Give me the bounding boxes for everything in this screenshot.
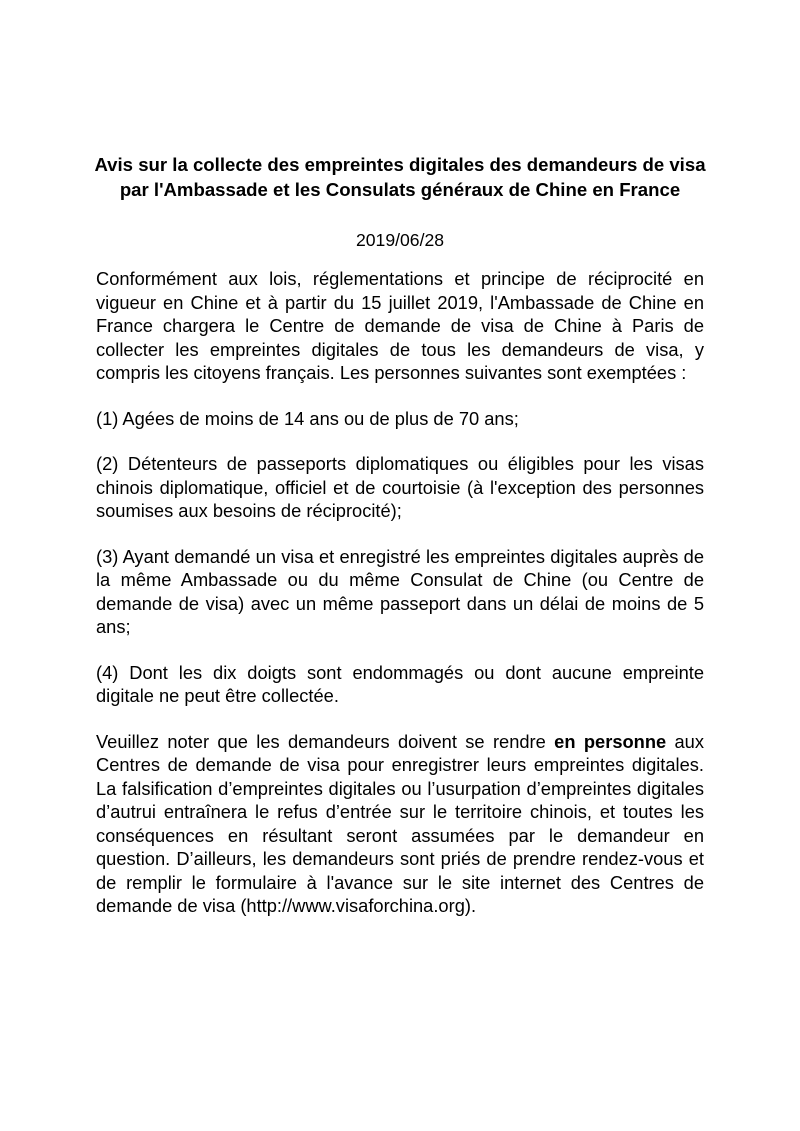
closing-text-start: Veuillez noter que les demandeurs doivent se rendre [96, 730, 555, 752]
document-body [96, 267, 704, 940]
intro-paragraph: Conformément aux lois, réglementations et principe de réciprocité en vigueur en Chine et à partir du 15 juillet 2019, l'Ambassade de Chine en France chargera le Centre de demande de visa de Chine à Paris de collecter les empreintes digitales de tous les demandeurs de visa, y compris les citoyens français. Les personnes suivantes sont exemptées : [96, 268, 704, 383]
exemption-item-2: (2) Détenteurs de passeports diplomatiques ou éligibles pour les visas chinois diplomatique, officiel et de courtoisie (à l'exception des personnes soumises aux besoins de réciprocité); [96, 453, 704, 521]
closing-emphasis: en personne [554, 730, 667, 752]
closing-paragraph [96, 730, 704, 918]
exemption-item-3: (3) Ayant demandé un visa et enregistré les empreintes digitales auprès de la même Ambassade ou du même Consulat de Chine (ou Centre de demande de visa) avec un même passeport dans un délai de moins de 5 ans; [96, 545, 704, 637]
closing-text-end: aux Centres de demande de visa pour enregistrer leurs empreintes digitales. La falsification d’empreintes digitales ou l’usurpation d’empreintes digitales d’autrui entraînera le refus d’entrée sur le territoire chinois, et toutes les conséquences en résultant seront assumées par le demandeur en question. D’ailleurs, les demandeurs sont priés de prendre rendez-vous et de remplir le formulaire à l'avance sur le site internet des Centres de demande de visa (http://www.visaforchina.org). [96, 730, 704, 916]
exemption-item-4: (4) Dont les dix doigts sont endommagés ou dont aucune empreinte digitale ne peut être collectée. [96, 661, 704, 706]
exemption-item-1: (1) Agées de moins de 14 ans ou de plus de 70 ans; [96, 407, 519, 429]
document-title: Avis sur la collecte des empreintes digitales des demandeurs de visa par l'Ambassade et les Consulats généraux de Chine en France [94, 154, 706, 200]
document-date: 2019/06/28 [355, 230, 445, 250]
